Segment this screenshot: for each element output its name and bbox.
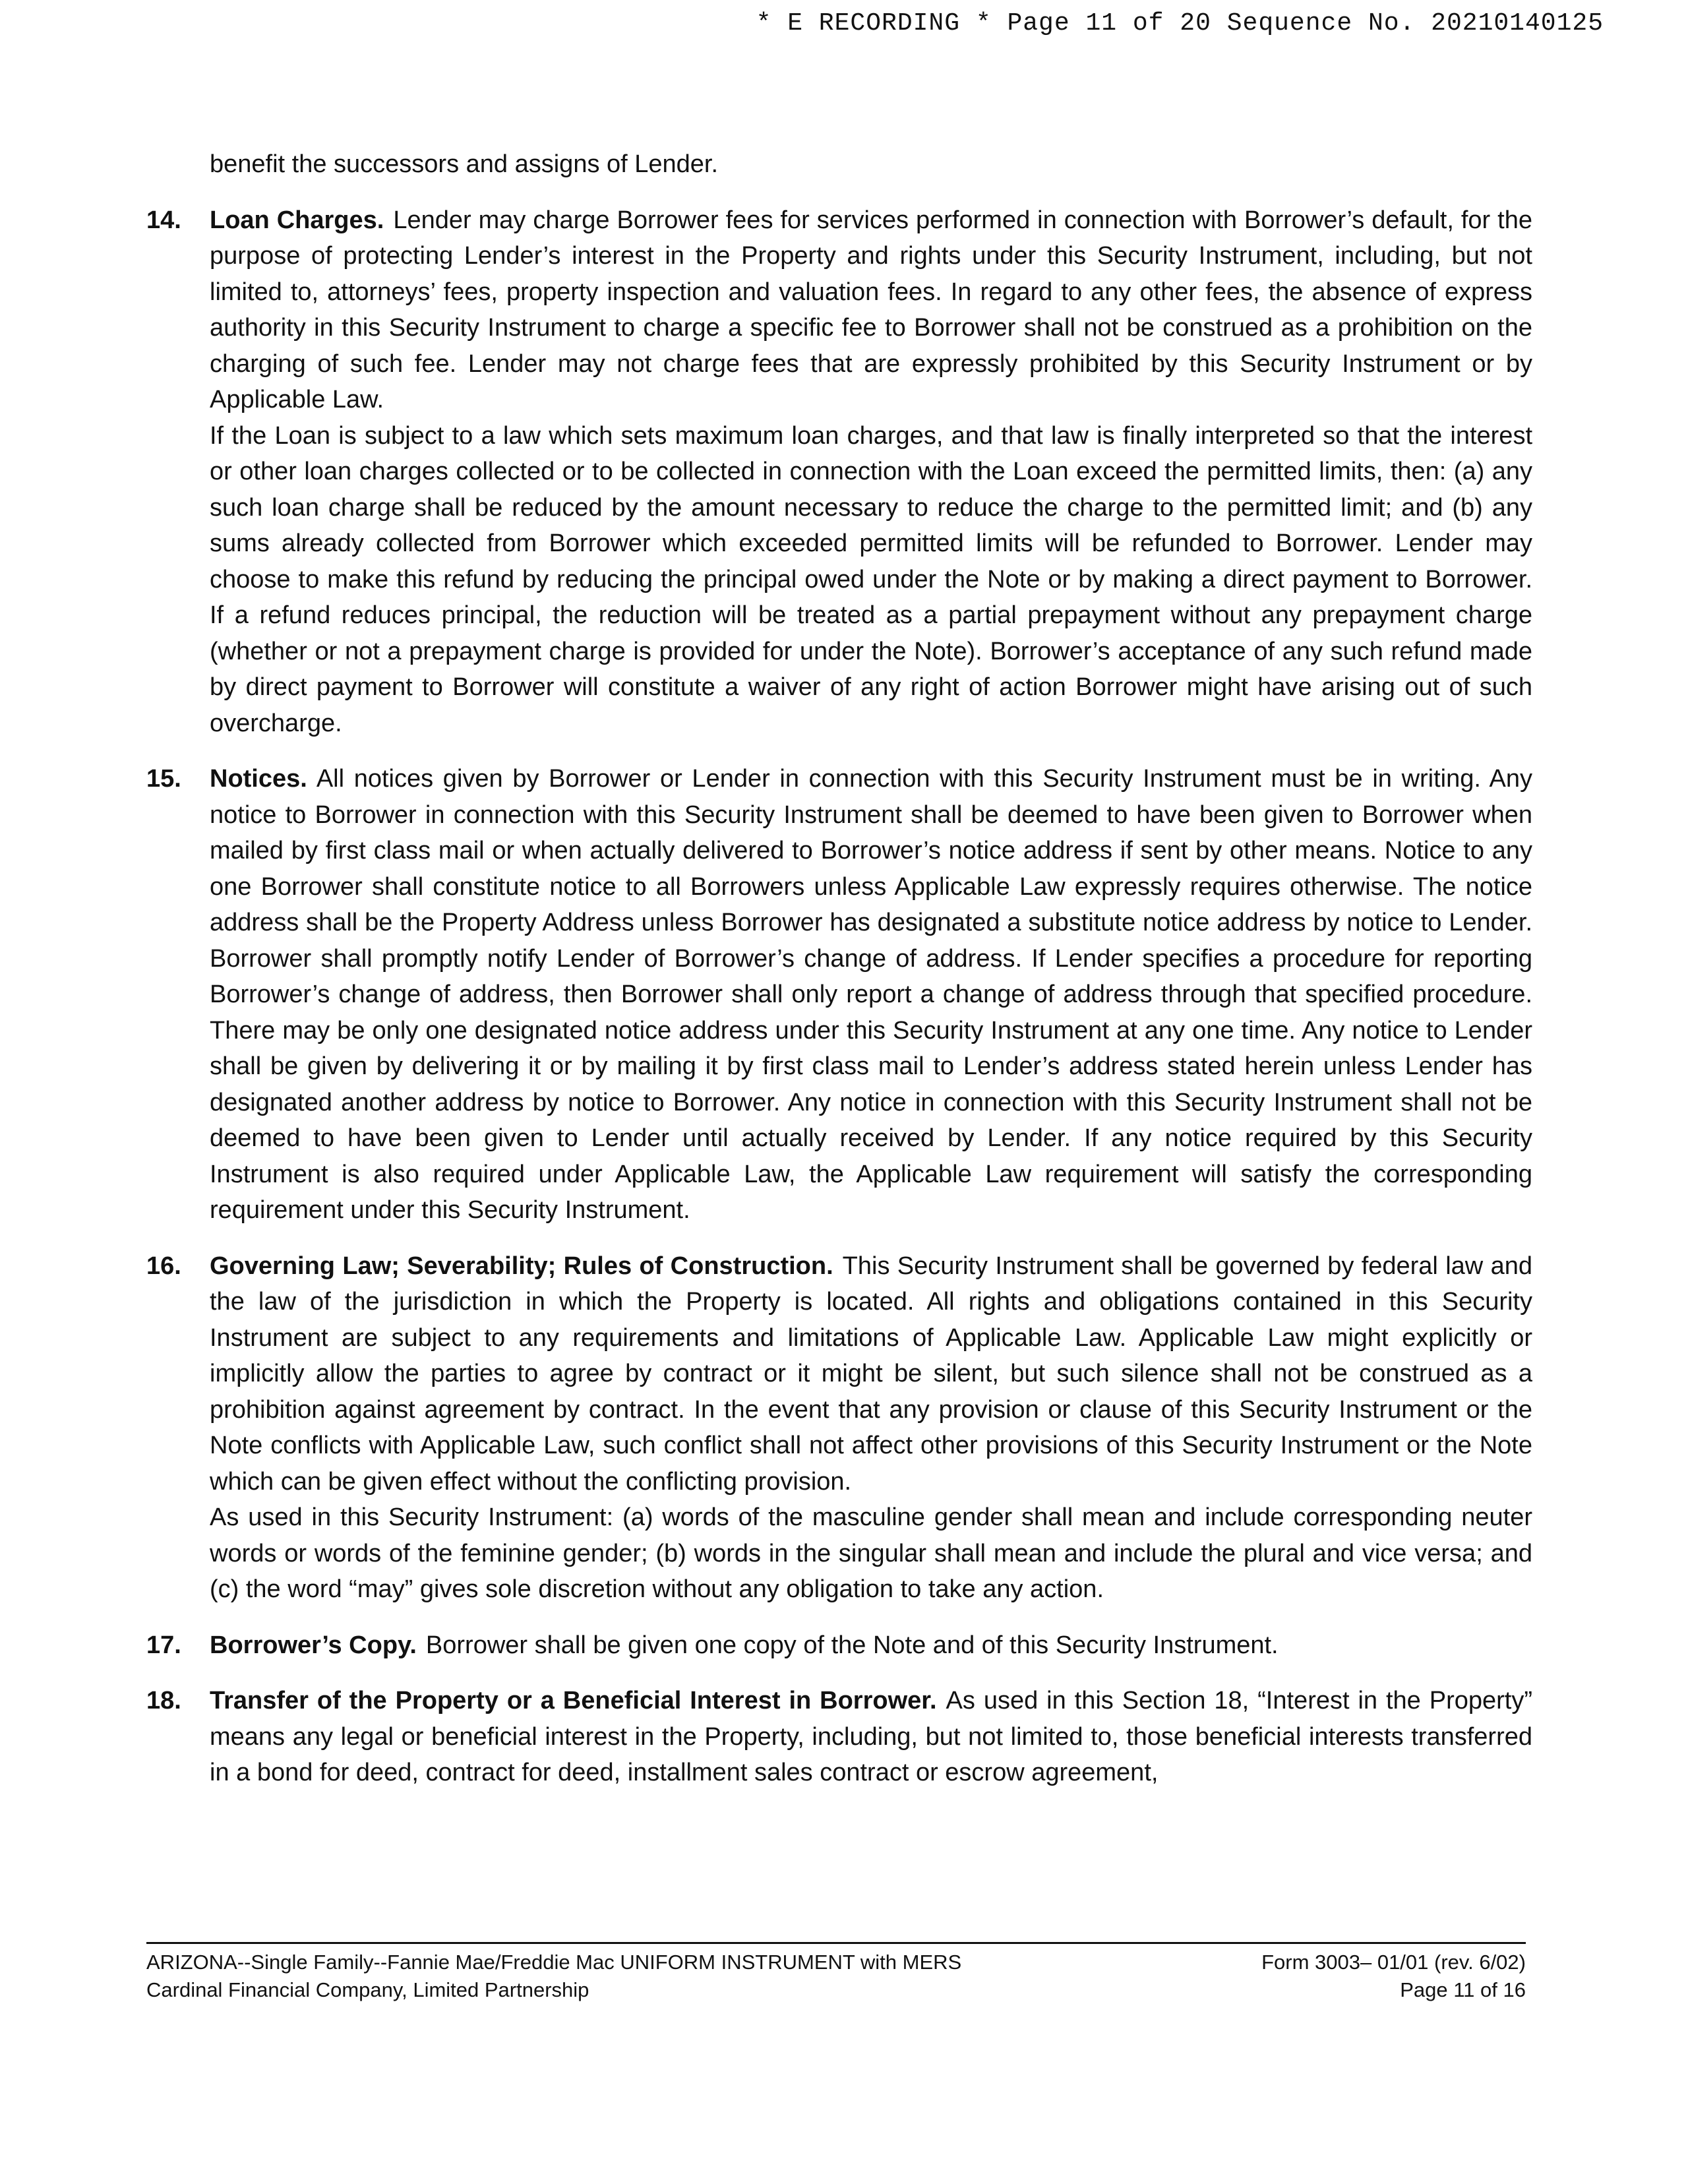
section-number: 14. (146, 206, 181, 234)
section-heading: Governing Law; Severability; Rules of Construction. (210, 1252, 833, 1280)
section-paragraph: As used in this Security Instrument: (a) words of the masculine gender shall mean and include corresponding neuter words or words of the feminine gender; (b) words in the singular shall mean and include the plural and vice versa; and (c) the word “may” gives sole discretion without any obligation to take any action. (210, 1503, 1532, 1603)
section-text: Borrower shall be given one copy of the Note and of this Security Instrument. (425, 1631, 1279, 1659)
section-number: 16. (146, 1252, 181, 1280)
section-15-notices (0, 761, 1688, 1228)
section-17-borrowers-copy (0, 1627, 1688, 1664)
section-text: This Security Instrument shall be governed by federal law and the law of the jurisdiction in which the Property is located. All rights and obligations contained in this Security Instrument are subject to any requirements and limitations of Applicable Law. Applicable Law might explicitly or implicitly allow the parties to agree by contract or it might be silent, but such silence shall not be construed as a prohibition against agreement by contract. In the event that any provision or clause of this Security Instrument or the Note conflicts with Applicable Law, such conflict shall not affect other provisions of this Security Instrument or the Note which can be given effect without the conflicting provision. (210, 1252, 1532, 1496)
section-paragraph (0, 1683, 1532, 1791)
section-paragraph (0, 1248, 1532, 1500)
section-paragraph: If the Loan is subject to a law which sets maximum loan charges, and that law is finally interpreted so that the interest or other loan charges collected or to be collected in connection with the Loan exceed the permitted limits, then: (a) any such loan charge shall be reduced by the amount necessary to reduce the charge to the permitted limit; and (b) any sums already collected from Borrower which exceeded permitted limits will be refunded to Borrower. Lender may choose to make this refund by reducing the principal owed under the Note or by making a direct payment to Borrower. If a refund reduces principal, the reduction will be treated as a partial prepayment without any prepayment charge (whether or not a prepayment charge is provided for under the Note). Borrower’s acceptance of any such refund made by direct payment to Borrower will constitute a waiver of any right of action Borrower might have arising out of such overcharge. (210, 421, 1532, 737)
section-number: 18. (146, 1687, 181, 1714)
section-heading: Borrower’s Copy. (210, 1631, 417, 1659)
footer-form-title: ARIZONA--Single Family--Fannie Mae/Freddie Mac UNIFORM INSTRUMENT with MERS (146, 1951, 962, 1974)
section-heading: Transfer of the Property or a Beneficial Interest in Borrower. (210, 1687, 937, 1714)
footer-form-number: Form 3003– 01/01 (rev. 6/02) (1261, 1951, 1526, 1974)
footer-lender-name: Cardinal Financial Company, Limited Partnership (146, 1978, 589, 2001)
section-paragraph (0, 1627, 1532, 1664)
footer-divider (146, 1942, 1526, 1944)
recording-stamp-header: * E RECORDING * Page 11 of 20 Sequence No. 20210140125 (756, 9, 1604, 38)
footer-left (146, 1949, 961, 2004)
footer-right (1261, 1949, 1526, 2004)
section-number: 15. (146, 765, 181, 793)
section-14-loan-charges (0, 202, 1688, 742)
document-body (0, 146, 1688, 1811)
section-heading: Loan Charges. (210, 206, 384, 234)
section-paragraph (0, 761, 1532, 1228)
continuation-text: benefit the successors and assigns of Lender. (210, 150, 719, 178)
section-text: As used in this Section 18, “Interest in the Property” means any legal or beneficial interest in the Property, including, but not limited to, those beneficial interests transferred in a bond for deed, contract for deed, installment sales contract or escrow agreement, (210, 1687, 1532, 1786)
section-number: 17. (146, 1631, 181, 1659)
section-18-transfer-of-property (0, 1683, 1688, 1791)
section-text: Lender may charge Borrower fees for services performed in connection with Borrower’s default, for the purpose of protecting Lender’s interest in the Property and rights under this Security Instrument, including, but not limited to, attorneys’ fees, property inspection and valuation fees. In regard to any other fees, the absence of express authority in this Security Instrument to charge a specific fee to Borrower shall not be construed as a prohibition on the charging of such fee. Lender may not charge fees that are expressly prohibited by this Security Instrument or by Applicable Law. (210, 206, 1532, 413)
section-text: All notices given by Borrower or Lender in connection with this Security Instrument must be in writing. Any notice to Borrower in connection with this Security Instrument shall be deemed to have been given to Borrower when mailed by first class mail or when actually delivered to Borrower’s notice address if sent by other means. Notice to any one Borrower shall constitute notice to all Borrowers unless Applicable Law expressly requires otherwise. The notice address shall be the Property Address unless Borrower has designated a substitute notice address by notice to Lender. Borrower shall promptly notify Lender of Borrower’s change of address. If Lender specifies a procedure for reporting Borrower’s change of address, then Borrower shall only report a change of address through that specified procedure. There may be only one designated notice address under this Security Instrument at any one time. Any notice to Lender shall be given by delivering it or by mailing it by first class mail to Lender’s address stated herein unless Lender has designated another address by notice to Borrower. Any notice in connection with this Security Instrument shall not be deemed to have been given to Lender until actually received by Lender. If any notice required by this Security Instrument is also required under Applicable Law, the Applicable Law requirement will satisfy the corresponding requirement under this Security Instrument. (210, 765, 1532, 1224)
section-heading: Notices. (210, 765, 307, 793)
section-paragraph (0, 202, 1532, 418)
footer-page-number: Page 11 of 16 (1400, 1978, 1526, 2001)
section-16-governing-law (0, 1248, 1688, 1608)
